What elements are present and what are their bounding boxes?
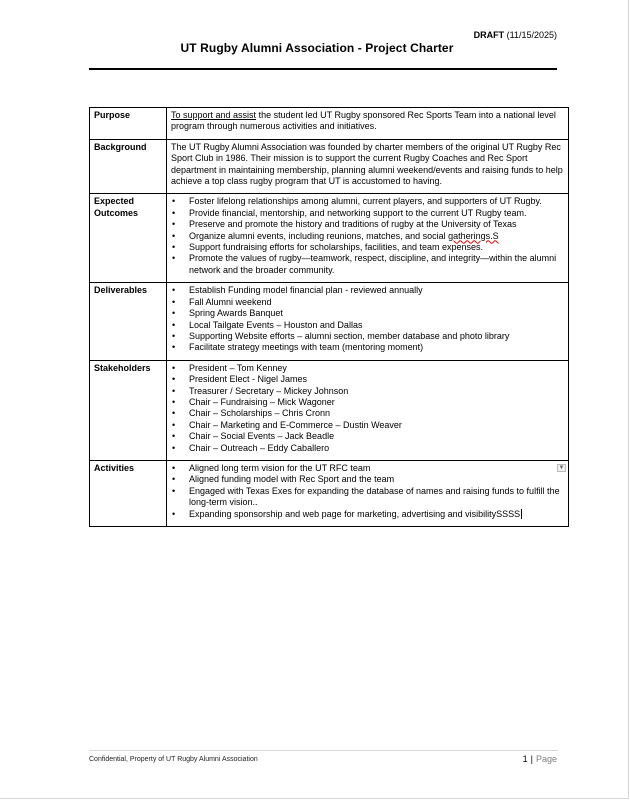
list-item: • Provide financial, mentorship, and networking support to the current UT Rugby team. <box>189 208 564 219</box>
list-item: • Promote the values of rugby—teamwork, respect, discipline, and integrity—within the alumni network and the broader community. <box>189 253 564 276</box>
spellcheck-word[interactable]: gatherings.S <box>448 230 499 241</box>
outcomes-list <box>171 196 564 276</box>
draft-label: DRAFT <box>473 30 505 40</box>
purpose-underlined: To support and assist <box>171 110 257 120</box>
list-item: • Fall Alumni weekend <box>189 297 564 308</box>
list-item: • President – Tom Kenney <box>189 363 564 374</box>
list-item: • Supporting Website efforts – alumni section, member database and photo library <box>189 331 564 342</box>
footer-page-number <box>523 754 557 764</box>
page-separator: | <box>530 754 533 764</box>
list-item: • Treasurer / Secretary – Mickey Johnson <box>189 386 564 397</box>
background-label: Background <box>90 139 167 194</box>
draft-stamp <box>474 30 557 40</box>
outcomes-label: Expected Outcomes <box>90 194 167 283</box>
stakeholders-list <box>171 363 564 454</box>
list-item-text: Expanding sponsorship and web page for marketing, advertising and visibilitySSSS <box>189 508 521 519</box>
background-content[interactable]: The UT Rugby Alumni Association was founded by charter members of the original UT Rugby Rec Sport Club in 1986. Their mission is to support the current Rugby Coaches and Rec Sport department in maintaining membership, planning alumni weekend/events and raising funds to help achieve a top class rugby program that UT is accustomed to having. <box>167 139 569 194</box>
list-item: • Chair – Outreach – Eddy Caballero <box>189 443 564 454</box>
text-cursor <box>521 509 522 519</box>
list-item: • Spring Awards Banquet <box>189 308 564 319</box>
list-item: • Chair – Scholarships – Chris Cronn <box>189 408 564 419</box>
list-item: • Local Tailgate Events – Houston and Dallas <box>189 320 564 331</box>
page-label: Page <box>535 754 557 764</box>
activities-list <box>171 463 564 520</box>
list-item <box>189 509 564 520</box>
list-item: • Foster lifelong relationships among alumni, current players, and supporters of UT Rugby. <box>189 196 564 207</box>
document-title-wrap <box>0 41 630 55</box>
deliverables-content[interactable] <box>167 283 569 360</box>
purpose-label: Purpose <box>90 108 167 140</box>
activities-label: Activities <box>90 460 167 526</box>
footer-confidential: Confidential, Property of UT Rugby Alumni Association <box>89 756 258 763</box>
title-rule <box>89 68 557 70</box>
row-stakeholders <box>90 360 569 460</box>
purpose-content[interactable] <box>167 108 569 140</box>
purpose-text: the student led UT Rugby sponsored Rec Sports Team into a national level program through numerous activities and initiatives. <box>171 110 556 132</box>
list-item: • Preserve and promote the history and traditions of rugby at the University of Texas <box>189 219 564 230</box>
outcomes-content[interactable] <box>167 194 569 283</box>
list-item: • Establish Funding model financial plan - reviewed annually <box>189 285 564 296</box>
deliverables-label: Deliverables <box>90 283 167 360</box>
row-background <box>90 139 569 194</box>
list-item: • Chair – Social Events – Jack Beadle <box>189 431 564 442</box>
row-activities <box>90 460 569 526</box>
list-item-text: Organize alumni events, including reunions, matches, and social <box>189 230 449 241</box>
page-number: 1 <box>522 754 528 764</box>
list-item: • Engaged with Texas Exes for expanding the database of names and raising funds to fulfill the long-term vision.. <box>189 486 564 509</box>
footer-rule <box>89 750 558 751</box>
list-item: • Facilitate strategy meetings with team (mentoring moment) <box>189 342 564 353</box>
row-deliverables <box>90 283 569 360</box>
chevron-down-icon[interactable]: ▼ <box>558 464 565 471</box>
list-item: • Aligned long term vision for the UT RFC team <box>189 463 564 474</box>
list-item: • President Elect - Nigel James <box>189 374 564 385</box>
deliverables-list <box>171 285 564 353</box>
draft-date: (11/15/2025) <box>506 30 557 40</box>
list-item <box>189 231 564 242</box>
stakeholders-label: Stakeholders <box>90 360 167 460</box>
activities-content[interactable] <box>167 460 569 526</box>
charter-table <box>89 107 569 527</box>
row-purpose <box>90 108 569 140</box>
list-item: • Chair – Marketing and E-Commerce – Dustin Weaver <box>189 420 564 431</box>
stakeholders-content[interactable] <box>167 360 569 460</box>
list-item: • Support fundraising efforts for scholarships, facilities, and team expenses. <box>189 242 564 253</box>
list-item: • Chair – Fundraising – Mick Wagoner <box>189 397 564 408</box>
document-title: UT Rugby Alumni Association - Project Charter <box>180 41 454 55</box>
row-expected-outcomes <box>90 194 569 283</box>
list-item: • Aligned funding model with Rec Sport and the team <box>189 474 564 485</box>
